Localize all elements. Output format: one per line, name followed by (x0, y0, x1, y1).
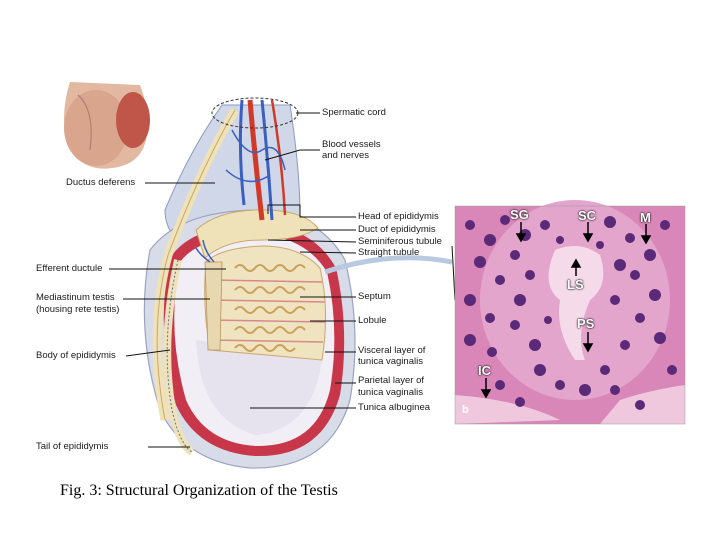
label-seminiferous-tubule: Seminiferous tubule (358, 236, 442, 247)
scrotum-thumbnail (58, 80, 150, 175)
label-mediastinum-testis: Mediastinum testis (36, 292, 115, 303)
histology-label-m: M (640, 210, 651, 225)
label-visceral-layer: Visceral layer of (358, 345, 426, 356)
label-parietal-layer: Parietal layer of (358, 375, 425, 386)
label-septum: Septum (358, 291, 391, 302)
label-tail-of-epididymis: Tail of epididymis (36, 441, 109, 452)
label-duct-of-epididymis: Duct of epididymis (358, 224, 436, 235)
label-ductus-deferens: Ductus deferens (66, 177, 136, 188)
label-head-of-epididymis: Head of epididymis (358, 211, 439, 222)
label-body-of-epididymis: Body of epididymis (36, 350, 116, 361)
histology-label-ic: IC (478, 363, 491, 378)
label-blood-vessels-line2: and nerves (322, 150, 370, 161)
label-lobule: Lobule (358, 315, 387, 326)
histology-label-sc: SC (578, 208, 597, 223)
histology-label-ps: PS (577, 316, 595, 331)
label-parietal-layer-line2: tunica vaginalis (358, 387, 423, 398)
label-blood-vessels: Blood vessels (322, 139, 381, 150)
label-straight-tubule: Straight tubule (358, 247, 420, 258)
label-visceral-layer-line2: tunica vaginalis (358, 356, 423, 367)
histology-label-ls: LS (567, 277, 584, 292)
label-tunica-albuginea: Tunica albuginea (358, 402, 431, 413)
figure-caption: Fig. 3: Structural Organization of the Testis (60, 482, 338, 499)
histology-label-sg: SG (510, 207, 529, 222)
label-spermatic-cord: Spermatic cord (322, 107, 386, 118)
panel-letter: b (462, 404, 469, 416)
label-mediastinum-testis-line2: (housing rete testis) (36, 304, 120, 315)
label-efferent-ductule: Efferent ductule (36, 263, 103, 274)
histology-micrograph (455, 200, 685, 424)
